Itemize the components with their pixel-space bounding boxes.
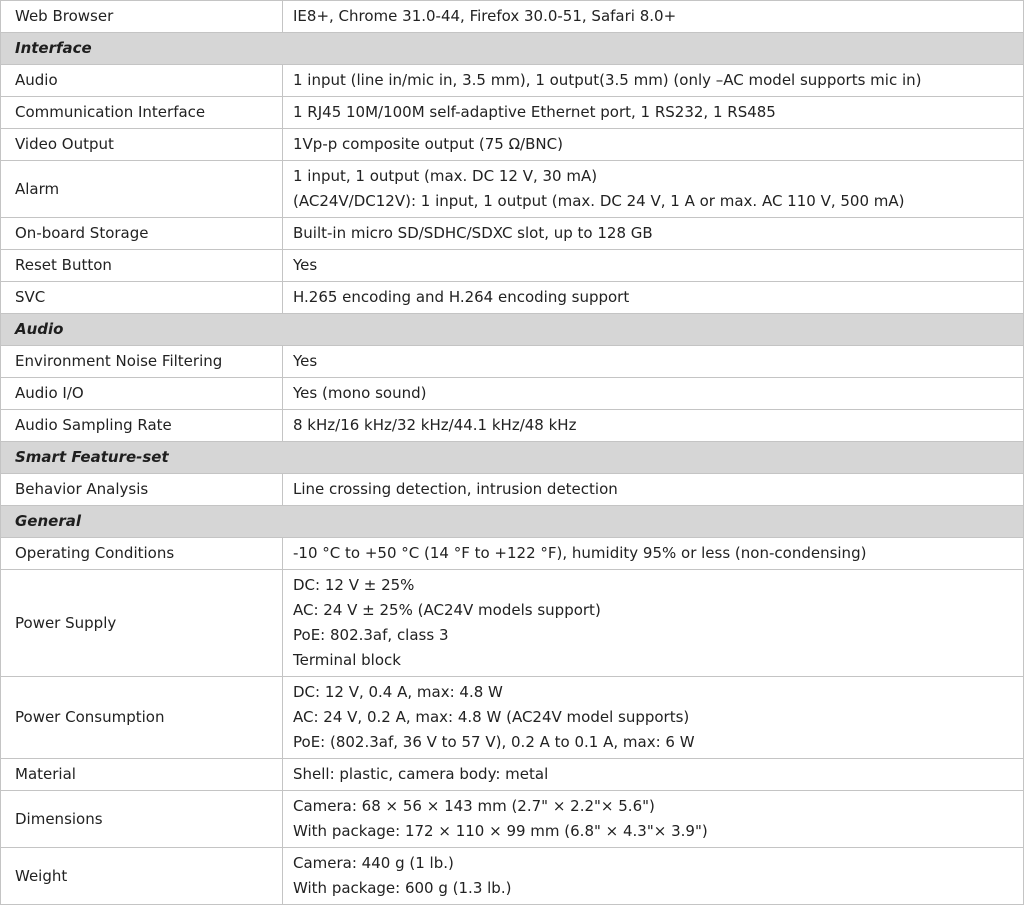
spec-value-line: Camera: 68 × 56 × 143 mm (2.7" × 2.2"× 5.6") — [293, 797, 655, 815]
spec-value — [283, 410, 1024, 442]
spec-value — [283, 250, 1024, 282]
spec-value-line: Shell: plastic, camera body: metal — [293, 765, 549, 783]
section-header-row — [1, 33, 1024, 65]
spec-row — [1, 129, 1024, 161]
spec-value-line: (AC24V/DC12V): 1 input, 1 output (max. DC 24 V, 1 A or max. AC 110 V, 500 mA) — [293, 192, 905, 210]
spec-key: Reset Button — [1, 250, 283, 282]
spec-row — [1, 1, 1024, 33]
spec-value — [283, 378, 1024, 410]
spec-key: Audio Sampling Rate — [1, 410, 283, 442]
spec-value-line: Built-in micro SD/SDHC/SDXC slot, up to 128 GB — [293, 224, 653, 242]
spec-value-line: 8 kHz/16 kHz/32 kHz/44.1 kHz/48 kHz — [293, 416, 577, 434]
spec-value-line: 1 input, 1 output (max. DC 12 V, 30 mA) — [293, 167, 598, 185]
section-header-row — [1, 506, 1024, 538]
spec-key: SVC — [1, 282, 283, 314]
spec-row — [1, 410, 1024, 442]
spec-key: Audio — [1, 65, 283, 97]
spec-value-line: AC: 24 V, 0.2 A, max: 4.8 W (AC24V model supports) — [293, 708, 690, 726]
spec-value — [283, 677, 1024, 759]
spec-value-line: 1 RJ45 10M/100M self-adaptive Ethernet port, 1 RS232, 1 RS485 — [293, 103, 776, 121]
spec-value — [283, 65, 1024, 97]
spec-value — [283, 1, 1024, 33]
spec-key: Power Consumption — [1, 677, 283, 759]
spec-key: Power Supply — [1, 570, 283, 677]
spec-key: Behavior Analysis — [1, 474, 283, 506]
spec-value — [283, 282, 1024, 314]
spec-value — [283, 161, 1024, 218]
spec-value — [283, 791, 1024, 848]
spec-value-line: IE8+, Chrome 31.0-44, Firefox 30.0-51, Safari 8.0+ — [293, 7, 677, 25]
spec-value-line: Yes (mono sound) — [293, 384, 427, 402]
spec-value-line: AC: 24 V ± 25% (AC24V models support) — [293, 601, 601, 619]
section-title: Audio — [1, 314, 1024, 346]
spec-key: On-board Storage — [1, 218, 283, 250]
section-header-row — [1, 314, 1024, 346]
spec-row — [1, 161, 1024, 218]
spec-value-line: With package: 600 g (1.3 lb.) — [293, 879, 512, 897]
spec-row — [1, 791, 1024, 848]
spec-key: Audio I/O — [1, 378, 283, 410]
spec-value — [283, 570, 1024, 677]
spec-key: Video Output — [1, 129, 283, 161]
spec-row — [1, 65, 1024, 97]
spec-key: Environment Noise Filtering — [1, 346, 283, 378]
section-header-row — [1, 442, 1024, 474]
spec-value-line: PoE: (802.3af, 36 V to 57 V), 0.2 A to 0.1 A, max: 6 W — [293, 733, 695, 751]
spec-value-line: H.265 encoding and H.264 encoding support — [293, 288, 630, 306]
spec-value — [283, 474, 1024, 506]
spec-key: Operating Conditions — [1, 538, 283, 570]
spec-key: Communication Interface — [1, 97, 283, 129]
spec-row — [1, 848, 1024, 905]
spec-row — [1, 474, 1024, 506]
section-title: General — [1, 506, 1024, 538]
spec-row — [1, 538, 1024, 570]
spec-key: Web Browser — [1, 1, 283, 33]
spec-value — [283, 129, 1024, 161]
spec-value-line: Terminal block — [293, 651, 401, 669]
spec-value — [283, 538, 1024, 570]
spec-value-line: DC: 12 V ± 25% — [293, 576, 415, 594]
spec-value — [283, 346, 1024, 378]
spec-key: Material — [1, 759, 283, 791]
spec-row — [1, 250, 1024, 282]
spec-key: Dimensions — [1, 791, 283, 848]
spec-value — [283, 218, 1024, 250]
spec-row — [1, 97, 1024, 129]
spec-value-line: 1Vp-p composite output (75 Ω/BNC) — [293, 135, 563, 153]
spec-value — [283, 848, 1024, 905]
section-title: Interface — [1, 33, 1024, 65]
spec-value-line: 1 input (line in/mic in, 3.5 mm), 1 output(3.5 mm) (only –AC model supports mic in) — [293, 71, 922, 89]
spec-value-line: Yes — [293, 256, 318, 274]
spec-value-line: With package: 172 × 110 × 99 mm (6.8" × 4.3"× 3.9") — [293, 822, 708, 840]
spec-value-line: DC: 12 V, 0.4 A, max: 4.8 W — [293, 683, 503, 701]
spec-table-body — [1, 1, 1024, 905]
spec-value-line: Camera: 440 g (1 lb.) — [293, 854, 454, 872]
spec-row — [1, 378, 1024, 410]
spec-key: Weight — [1, 848, 283, 905]
spec-row — [1, 570, 1024, 677]
spec-row — [1, 282, 1024, 314]
spec-row — [1, 759, 1024, 791]
spec-key: Alarm — [1, 161, 283, 218]
spec-value-line: PoE: 802.3af, class 3 — [293, 626, 449, 644]
spec-value-line: Yes — [293, 352, 318, 370]
spec-row — [1, 218, 1024, 250]
spec-value — [283, 759, 1024, 791]
spec-value-line: Line crossing detection, intrusion detection — [293, 480, 618, 498]
spec-row — [1, 346, 1024, 378]
spec-value-line: -10 °C to +50 °C (14 °F to +122 °F), humidity 95% or less (non-condensing) — [293, 544, 867, 562]
section-title: Smart Feature-set — [1, 442, 1024, 474]
spec-value — [283, 97, 1024, 129]
spec-row — [1, 677, 1024, 759]
